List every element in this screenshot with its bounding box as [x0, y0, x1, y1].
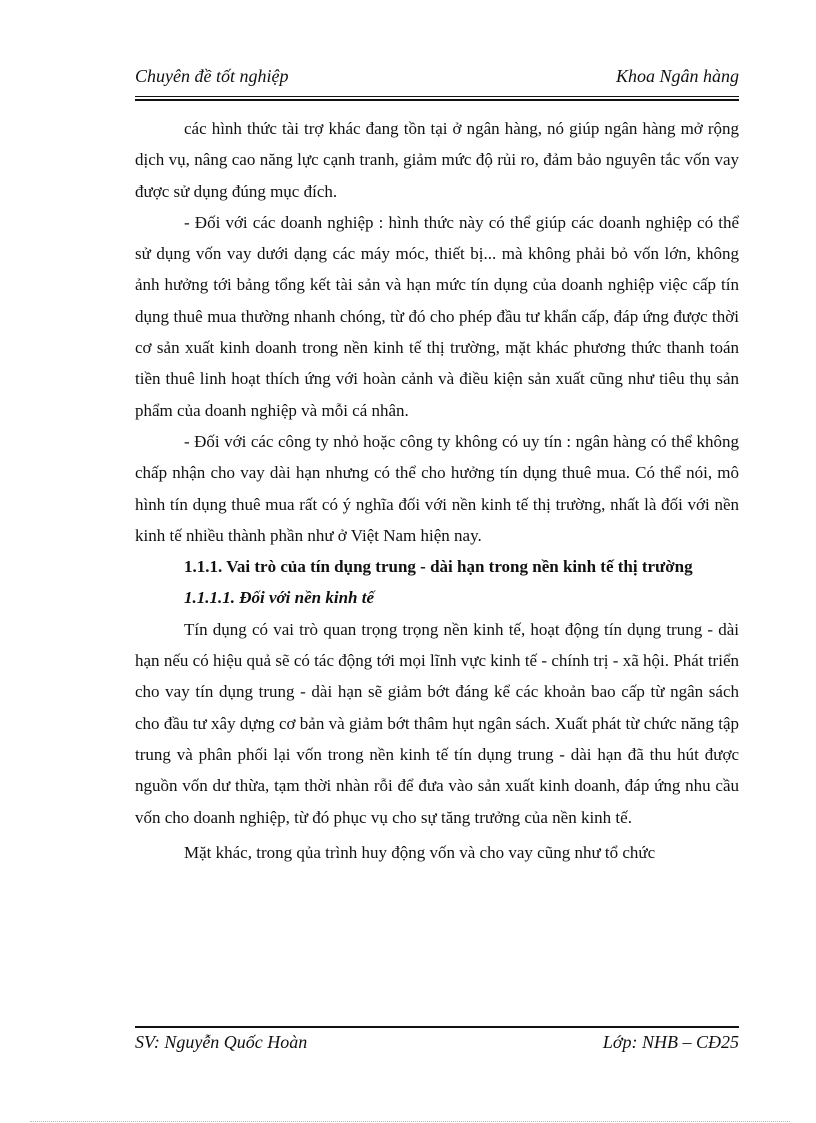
footer-class: Lớp: NHB – CĐ25	[602, 1032, 739, 1052]
page-header	[135, 64, 739, 94]
paragraph: các hình thức tài trợ khác đang tồn tại ở ngân hàng, nó giúp ngân hàng mở rộng dịch vụ, nâng cao năng lực cạnh tranh, giảm mức độ rủi ro, đảm bảo nguyên tắc vốn vay được sử dụng đúng mục đích.	[135, 119, 739, 201]
subsection-heading: 1.1.1.1. Đối với nền kinh tế	[184, 588, 374, 608]
footer-student: SV: Nguyễn Quốc Hoàn	[135, 1032, 308, 1052]
page-footer	[135, 1032, 739, 1062]
paragraph: Mặt khác, trong qủa trình huy động vốn và cho vay cũng như tổ chức	[184, 842, 656, 862]
footer-rule	[135, 1026, 739, 1028]
header-department: Khoa Ngân hàng	[615, 66, 739, 86]
header-rule-thin	[135, 96, 739, 97]
section-heading: 1.1.1. Vai trò của tín dụng trung - dài hạn trong nền kinh tế thị trường	[184, 557, 693, 577]
header-title: Chuyên đề tốt nghiệp	[135, 66, 289, 86]
document-body	[135, 113, 739, 868]
header-rule-thick	[135, 99, 739, 101]
paragraph: Tín dụng có vai trò quan trọng trọng nền kinh tế, hoạt động tín dụng trung - dài hạn nếu có hiệu quả sẽ có tác động tới mọi lĩnh vực kinh tế - chính trị - xã hội. Phát triển cho vay tín dụng trung - dài hạn sẽ giảm bớt đáng kể các khoản bao cấp từ ngân sách cho đầu tư xây dựng cơ bản và giảm bớt thâm hụt ngân sách. Xuất phát từ chức năng tập trung và phân phối lại vốn trong nền kinh tế tín dụng trung - dài hạn đã thu hút được nguồn vốn dư thừa, tạm thời nhàn rỗi để đưa vào sản xuất kinh doanh, đáp ứng nhu cầu vốn cho doanh nghiệp, từ đó phục vụ cho sự tăng trưởng của nền kinh tế.	[135, 619, 739, 827]
paragraph: - Đối với các doanh nghiệp : hình thức này có thể giúp các doanh nghiệp có thể sử dụng vốn vay dưới dạng các máy móc, thiết bị... mà không phải bỏ vốn lớn, không ảnh hưởng tới bảng tổng kết tài sản và hạn mức tín dụng của doanh nghiệp việc cấp tín dụng thuê mua thường nhanh chóng, từ đó cho phép đầu tư khẩn cấp, đáp ứng được thời cơ sản xuất kinh doanh trong nền kinh tế thị trường, mặt khác phương thức thanh toán tiền thuê linh hoạt thích ứng với hoàn cảnh và điều kiện sản xuất cũng như tiêu thụ sản phẩm của doanh nghiệp và mỗi cá nhân.	[135, 212, 739, 420]
paragraph: - Đối với các công ty nhỏ hoặc công ty không có uy tín : ngân hàng có thể không chấp nhận cho vay dài hạn nhưng có thể cho hưởng tín dụng thuê mua. Có thể nói, mô hình tín dụng thuê mua rất có ý nghĩa đối với nền kinh tế thị trường, nhất là đối với nền kinh tế nhiều thành phần như ở Việt Nam hiện nay.	[135, 431, 739, 545]
page-bottom-dotted-line	[30, 1121, 790, 1122]
